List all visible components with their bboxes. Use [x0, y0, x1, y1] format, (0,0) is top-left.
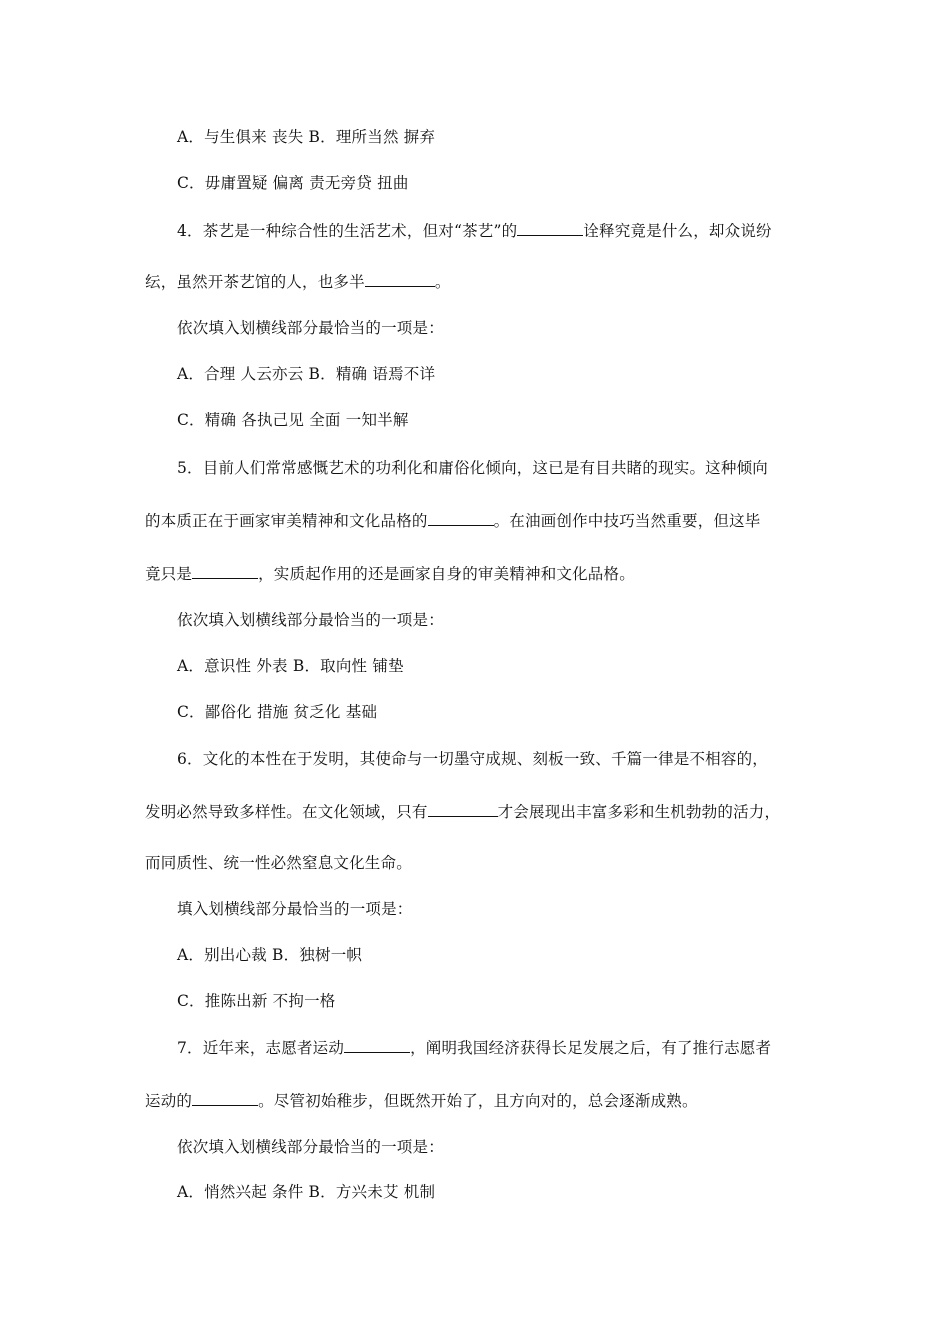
fill-blank — [192, 564, 258, 579]
q6-stem-line2 — [145, 802, 780, 822]
q4-stem-line2 — [145, 272, 451, 292]
text-segment: 诠释究竟是什么，却众说纷 — [583, 222, 772, 240]
text-segment: 运动的 — [145, 1092, 193, 1110]
fill-blank — [192, 1091, 258, 1106]
q6-options-cd: C．推陈出新 不拘一格 — [177, 992, 336, 1010]
text-segment: 才会展现出丰富多彩和生机勃勃的活力， — [497, 803, 781, 821]
q5-options-ab: A．意识性 外表 B．取向性 铺垫 — [177, 657, 404, 675]
fill-blank — [428, 802, 498, 817]
q7-stem-line1 — [177, 1038, 771, 1058]
fill-blank — [428, 511, 494, 526]
text-segment: 4．茶艺是一种综合性的生活艺术，但对“茶艺”的 — [177, 222, 518, 240]
text-segment: 。在油画创作中技巧当然重要，但这毕 — [493, 512, 761, 530]
q4-stem-line1 — [177, 221, 772, 241]
q4-instruction: 依次填入划横线部分最恰当的一项是： — [177, 319, 444, 337]
text-segment: 竟只是 — [145, 565, 193, 583]
q5-stem-line2 — [145, 511, 761, 531]
q5-stem-line3 — [145, 564, 635, 584]
q3-options-cd: C．毋庸置疑 偏离 责无旁贷 扭曲 — [177, 174, 409, 192]
text-segment: 。 — [434, 273, 451, 291]
q7-options-ab: A．悄然兴起 条件 B．方兴未艾 机制 — [177, 1183, 436, 1201]
q6-stem-line3: 而同质性、统一性必然窒息文化生命。 — [145, 854, 412, 872]
text-segment: ，阐明我国经济获得长足发展之后，有了推行志愿者 — [410, 1039, 772, 1057]
q7-instruction: 依次填入划横线部分最恰当的一项是： — [177, 1138, 444, 1156]
q7-stem-line2 — [145, 1091, 698, 1111]
text-segment: ，实质起作用的还是画家自身的审美精神和文化品格。 — [258, 565, 635, 583]
fill-blank — [517, 221, 583, 236]
text-segment: 的本质正在于画家审美精神和文化品格的 — [145, 512, 428, 530]
q6-stem-line1: 6．文化的本性在于发明，其使命与一切墨守成规、刻板一致、千篇一律是不相容的， — [177, 750, 768, 768]
q5-stem-line1: 5．目前人们常常感慨艺术的功利化和庸俗化倾向，这已是有目共睹的现实。这种倾向 — [177, 459, 768, 477]
q5-options-cd: C．鄙俗化 措施 贫乏化 基础 — [177, 703, 378, 721]
text-segment: 发明必然导致多样性。在文化领域，只有 — [145, 803, 428, 821]
q4-options-ab: A．合理 人云亦云 B．精确 语焉不详 — [177, 365, 436, 383]
q6-options-ab: A．别出心裁 B．独树一帜 — [177, 946, 363, 964]
text-segment: 7．近年来，志愿者运动 — [177, 1039, 345, 1057]
q4-options-cd: C．精确 各执己见 全面 一知半解 — [177, 411, 409, 429]
fill-blank — [365, 272, 435, 287]
q5-instruction: 依次填入划横线部分最恰当的一项是： — [177, 611, 444, 629]
q6-instruction: 填入划横线部分最恰当的一项是： — [177, 900, 413, 918]
text-segment: 纭，虽然开茶艺馆的人，也多半 — [145, 273, 365, 291]
fill-blank — [344, 1038, 410, 1053]
q3-options-ab: A．与生俱来 丧失 B．理所当然 摒弃 — [177, 128, 436, 146]
text-segment: 。尽管初始稚步，但既然开始了，且方向对的，总会逐渐成熟。 — [258, 1092, 698, 1110]
